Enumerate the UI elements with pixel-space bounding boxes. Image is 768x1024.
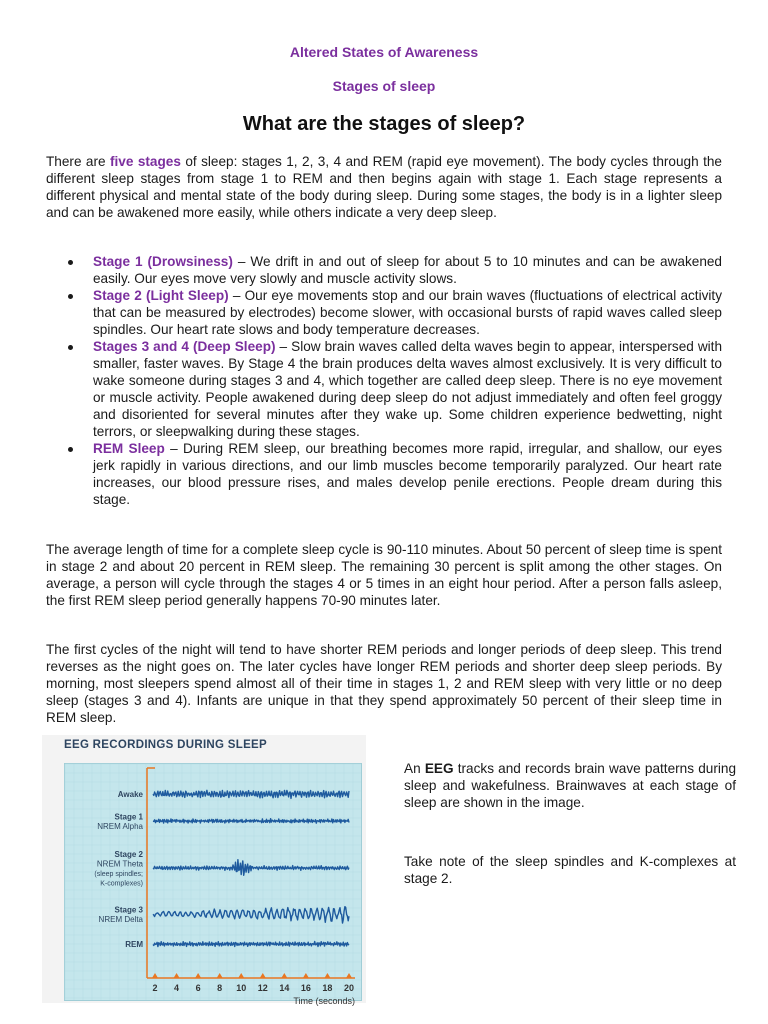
eeg-wave — [153, 790, 349, 798]
stage-label: Stage 2 — [114, 849, 143, 859]
bullet-icon — [68, 294, 73, 299]
x-tick-label: 10 — [236, 983, 247, 993]
cycle-paragraph: The average length of time for a complete sleep cycle is 90-110 minutes. About 50 percent of sleep time is spent in stage 2 and about 20 percent in REM sleep. The remaining 30 percent is split among the other stages. On average, a person will cycle through the stages 4 or 5 times in an eight hour period. After a person falls asleep, the first REM sleep period generally happens 70-90 minutes later. — [46, 542, 722, 608]
stage-label: K-complexes) — [100, 880, 143, 888]
bullet-icon — [68, 447, 73, 452]
stage-label: NREM Delta — [98, 914, 143, 924]
intro-highlight: five stages — [110, 154, 181, 169]
bullet-icon — [68, 345, 73, 350]
eeg-wave — [153, 907, 349, 923]
stage-label: Stage 1 — [114, 812, 143, 822]
side-pre: An — [404, 761, 425, 776]
stage-label: NREM Alpha — [97, 821, 143, 831]
bullet-icon — [68, 260, 73, 265]
eeg-wave — [153, 860, 349, 876]
stage-label: REM — [125, 940, 143, 949]
trend-paragraph: The first cycles of the night will tend to have shorter REM periods and longer periods of deep sleep. This trend reverses as the night goes on. The later cycles have longer REM periods and shorter deep sleep periods. By morning, most sleepers spend almost all of their time in stages 1, 2 and REM sleep with very little or no deep sleep (stages 3 and 4). Infants are unique in that they spend approximately 50 percent of their sleep time in REM sleep. — [46, 642, 722, 725]
section-header: Stages of sleep — [332, 78, 436, 94]
x-tick-label: 6 — [195, 983, 201, 993]
eeg-note: Take note of the sleep spindles and K-complexes at stage 2. — [404, 854, 736, 886]
figure-title: EEG RECORDINGS DURING SLEEP — [64, 739, 267, 751]
stage-label: Stage 2 (Light Sleep) — [93, 288, 229, 303]
x-tick-label: 14 — [279, 983, 290, 993]
list-item — [46, 287, 722, 338]
x-tick-mark — [260, 973, 266, 978]
eeg-chart — [65, 764, 361, 1006]
stage-label: Awake — [117, 790, 143, 799]
stage-label: (sleep spindles; — [94, 870, 143, 878]
eeg-wave — [153, 819, 349, 824]
stage-text: – Our eye movements stop and our brain waves (fluctuations of electrical activity that can be measured by electrodes) become slower, with occasional bursts of rapid waves called sleep spindles. Our heart rate slows and body temperature decreases. — [93, 288, 722, 337]
intro-pre: There are — [46, 154, 110, 169]
x-axis-label: Time (seconds) — [293, 996, 355, 1006]
list-item — [46, 338, 722, 440]
intro-post: of sleep: stages 1, 2, 3, 4 and REM (rapid eye movement). The body cycles through the different sleep stages from stage 1 to REM and then begins again with stage 1. Each stage represents a different physical and mental state of the body during sleep. During some stages, the body is in a lighter sleep and can be awakened more easily, while others indicate a very deep sleep. — [46, 154, 722, 220]
eeg-plot — [64, 763, 362, 1006]
list-item — [46, 253, 722, 287]
intro-paragraph — [46, 153, 722, 221]
eeg-figure — [42, 735, 366, 1006]
list-item — [46, 440, 722, 508]
eeg-description — [404, 760, 736, 811]
x-tick-mark — [346, 973, 352, 978]
side-post: tracks and records brain wave patterns during sleep and wakefulness. Brainwaves at each stage of sleep are shown in the image. — [404, 761, 736, 810]
x-tick-mark — [324, 973, 330, 978]
stage-text: – We drift in and out of sleep for about 5 to 10 minutes and can be awakened easily. Our eyes move very slowly and muscle activity slows. — [93, 254, 722, 286]
x-tick-label: 12 — [257, 983, 268, 993]
stage-text: – Slow brain waves called delta waves begin to appear, interspersed with smaller, faster waves. By Stage 4 the brain produces delta waves almost exclusively. It is very difficult to wake someone during stages 3 and 4, which together are called deep sleep. There is no eye movement or muscle activity. People awakened during deep sleep do not adjust immediately and often feel groggy and disoriented for several minutes after they wake up. Some children experience bedwetting, night terrors, or sleepwalking during these stages. — [93, 339, 723, 439]
x-tick-label: 18 — [322, 983, 333, 993]
stage-label: Stages 3 and 4 (Deep Sleep) — [93, 339, 276, 354]
x-tick-label: 20 — [343, 983, 355, 993]
stage-label: Stage 3 — [114, 905, 143, 915]
page-title: What are the stages of sleep? — [242, 113, 526, 135]
stage-label: Stage 1 (Drowsiness) — [93, 254, 233, 269]
course-header: Altered States of Awareness — [289, 44, 479, 60]
stage-label: REM Sleep — [93, 441, 165, 456]
x-tick-label: 16 — [300, 983, 311, 993]
stage-text: – During REM sleep, our breathing becomes more rapid, irregular, and shallow, our eyes jerk rapidly in various directions, and our limb muscles become temporarily paralyzed. Our heart rate increases, our blood pressure rises, and males develop penile erections. People dream during this stage. — [93, 441, 722, 507]
x-tick-mark — [281, 973, 287, 978]
x-tick-mark — [152, 973, 158, 978]
x-tick-mark — [238, 973, 244, 978]
x-tick-mark — [217, 973, 223, 978]
x-tick-label: 4 — [174, 983, 180, 993]
eeg-wave — [153, 942, 349, 947]
eeg-term: EEG — [424, 761, 454, 776]
stage-list — [46, 253, 722, 508]
stage-label: NREM Theta — [96, 859, 143, 869]
x-tick-label: 8 — [217, 983, 223, 993]
x-tick-mark — [174, 973, 180, 978]
x-tick-label: 2 — [152, 983, 158, 993]
